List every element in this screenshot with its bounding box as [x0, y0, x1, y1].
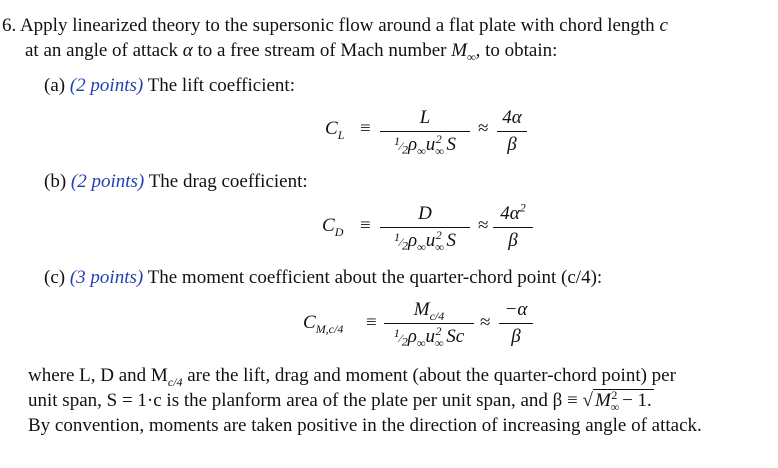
- part-b-heading: [44, 170, 308, 194]
- part-c-points: (3 points): [69, 267, 144, 288]
- fraction-bar: [380, 131, 470, 132]
- chord-var: c: [659, 15, 668, 36]
- dynamic-pressure-denominator: $^1⁄_2\rho_\infty u_\infty^2$ S: [393, 227, 456, 254]
- fraction-bar: [380, 227, 470, 228]
- equiv-sign: ≡: [360, 215, 371, 236]
- approx-sign: ≈: [480, 312, 491, 333]
- drag-coef-lhs: $C_D$: [322, 215, 344, 239]
- moment-fraction: [384, 298, 474, 349]
- mach-symbol: $M_\infty$: [451, 40, 476, 64]
- part-b-label: (b): [44, 171, 67, 192]
- drag-fraction: [380, 202, 470, 253]
- part-a-label: (a): [44, 75, 66, 96]
- part-c-heading: [44, 266, 602, 290]
- drag-approx-fraction: $4\alpha^2$ β: [493, 202, 533, 253]
- footer-line-2: unit span, S = 1·c is the planform area of the plate per unit span, and β ≡ √ $M_\infty^2 - 1$.: [28, 387, 652, 414]
- intro-text-2a: at an angle of attack: [25, 40, 178, 61]
- moment-numerator: $M_{c/4}$: [413, 299, 445, 323]
- part-a-points: (2 points): [69, 75, 144, 96]
- lift-approx-fraction: 4α β: [497, 106, 527, 157]
- intro-text-2b: to a free stream of Mach number: [197, 40, 447, 61]
- sqrt-expression: √ $M_\infty^2 - 1$.: [582, 387, 652, 414]
- lift-fraction: [380, 106, 470, 157]
- dynamic-pressure-denominator: $^1⁄_2\rho_\infty u_\infty^2$ Sc: [393, 323, 465, 350]
- footer-line-3: By convention, moments are taken positive in the direction of increasing angle of attack.: [28, 415, 702, 436]
- approx-sign: ≈: [478, 118, 489, 139]
- dynamic-pressure-denominator: $^1⁄_2\rho_\infty u_\infty^2$ S: [393, 131, 456, 158]
- part-a-text: The lift coefficient:: [147, 75, 295, 96]
- lift-numerator: L: [419, 107, 431, 128]
- equiv-sign: ≡: [366, 312, 377, 333]
- problem-intro-line-1: [2, 14, 668, 38]
- intro-text-1: Apply linearized theory to the supersonic flow around a flat plate with chord length: [19, 15, 655, 36]
- part-c-text: The moment coefficient about the quarter-chord point (c/4):: [147, 267, 603, 288]
- part-a-heading: [44, 74, 295, 98]
- intro-text-2c: , to obtain:: [475, 40, 558, 61]
- problem-number: 6.: [2, 15, 17, 36]
- alpha-symbol: α: [182, 40, 193, 61]
- fraction-bar: [384, 323, 474, 324]
- part-b-points: (2 points): [70, 171, 145, 192]
- footer-line-1: where L, D and $M_{c/4}$ are the lift, drag and moment (about the quarter-chord point) per: [28, 365, 676, 389]
- part-b-text: The drag coefficient:: [148, 171, 308, 192]
- drag-numerator: D: [418, 203, 432, 224]
- part-c-label: (c): [44, 267, 66, 288]
- problem-intro-line-2: [25, 39, 557, 63]
- equiv-sign: ≡: [360, 118, 371, 139]
- approx-sign: ≈: [478, 215, 489, 236]
- moment-approx-fraction: −α β: [499, 298, 533, 349]
- lift-coef-lhs: $C_L$: [325, 118, 345, 142]
- moment-coef-lhs: $C_{M,c/4}$: [303, 312, 344, 336]
